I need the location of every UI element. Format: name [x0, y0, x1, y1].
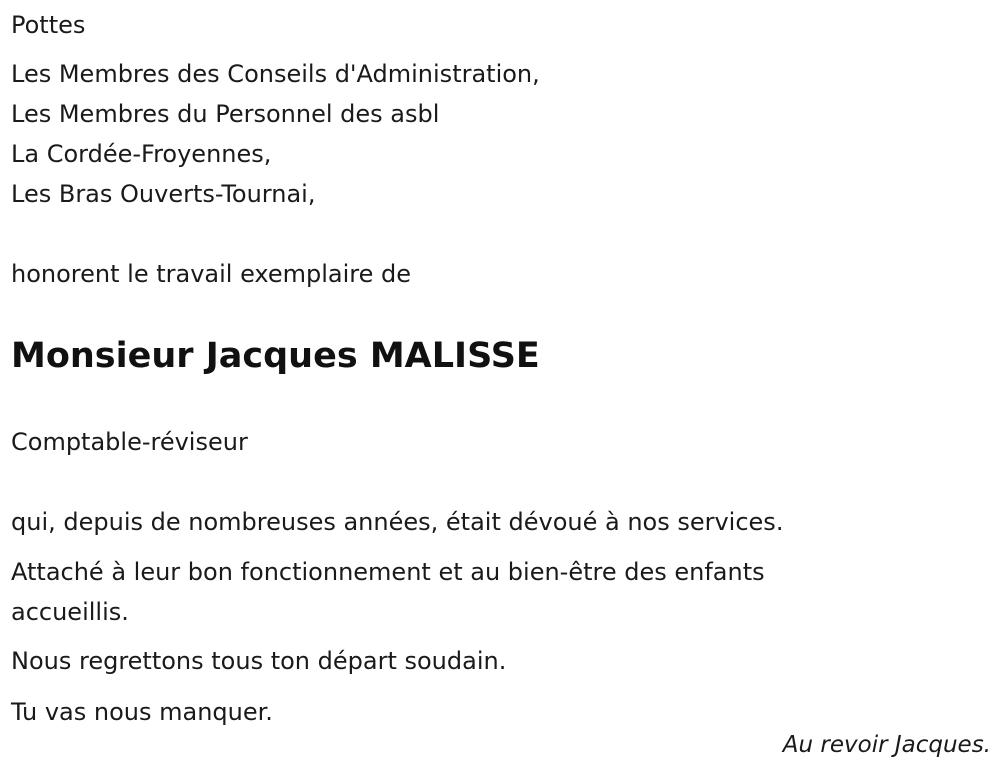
- sender-line-3: La Cordée-Froyennes,: [11, 140, 272, 168]
- body-line-2: Attaché à leur bon fonctionnement et au bien-être des enfants: [11, 558, 765, 586]
- obituary-notice: [11, 0, 991, 780]
- body-line-1: qui, depuis de nombreuses années, était dévoué à nos services.: [11, 508, 784, 536]
- sender-line-2: Les Membres du Personnel des asbl: [11, 100, 440, 128]
- sender-line-1: Les Membres des Conseils d'Administration,: [11, 60, 540, 88]
- body-line-4: Nous regrettons tous ton départ soudain.: [11, 647, 507, 675]
- deceased-name: Monsieur Jacques MALISSE: [11, 336, 540, 376]
- profession: Comptable-réviseur: [11, 428, 248, 456]
- body-line-5: Tu vas nous manquer.: [11, 698, 273, 726]
- sender-line-4: Les Bras Ouverts-Tournai,: [11, 180, 316, 208]
- closing-text: Au revoir Jacques.: [782, 732, 991, 758]
- body-line-3: accueillis.: [11, 598, 129, 626]
- intro-text: honorent le travail exemplaire de: [11, 260, 412, 288]
- location: Pottes: [11, 11, 86, 39]
